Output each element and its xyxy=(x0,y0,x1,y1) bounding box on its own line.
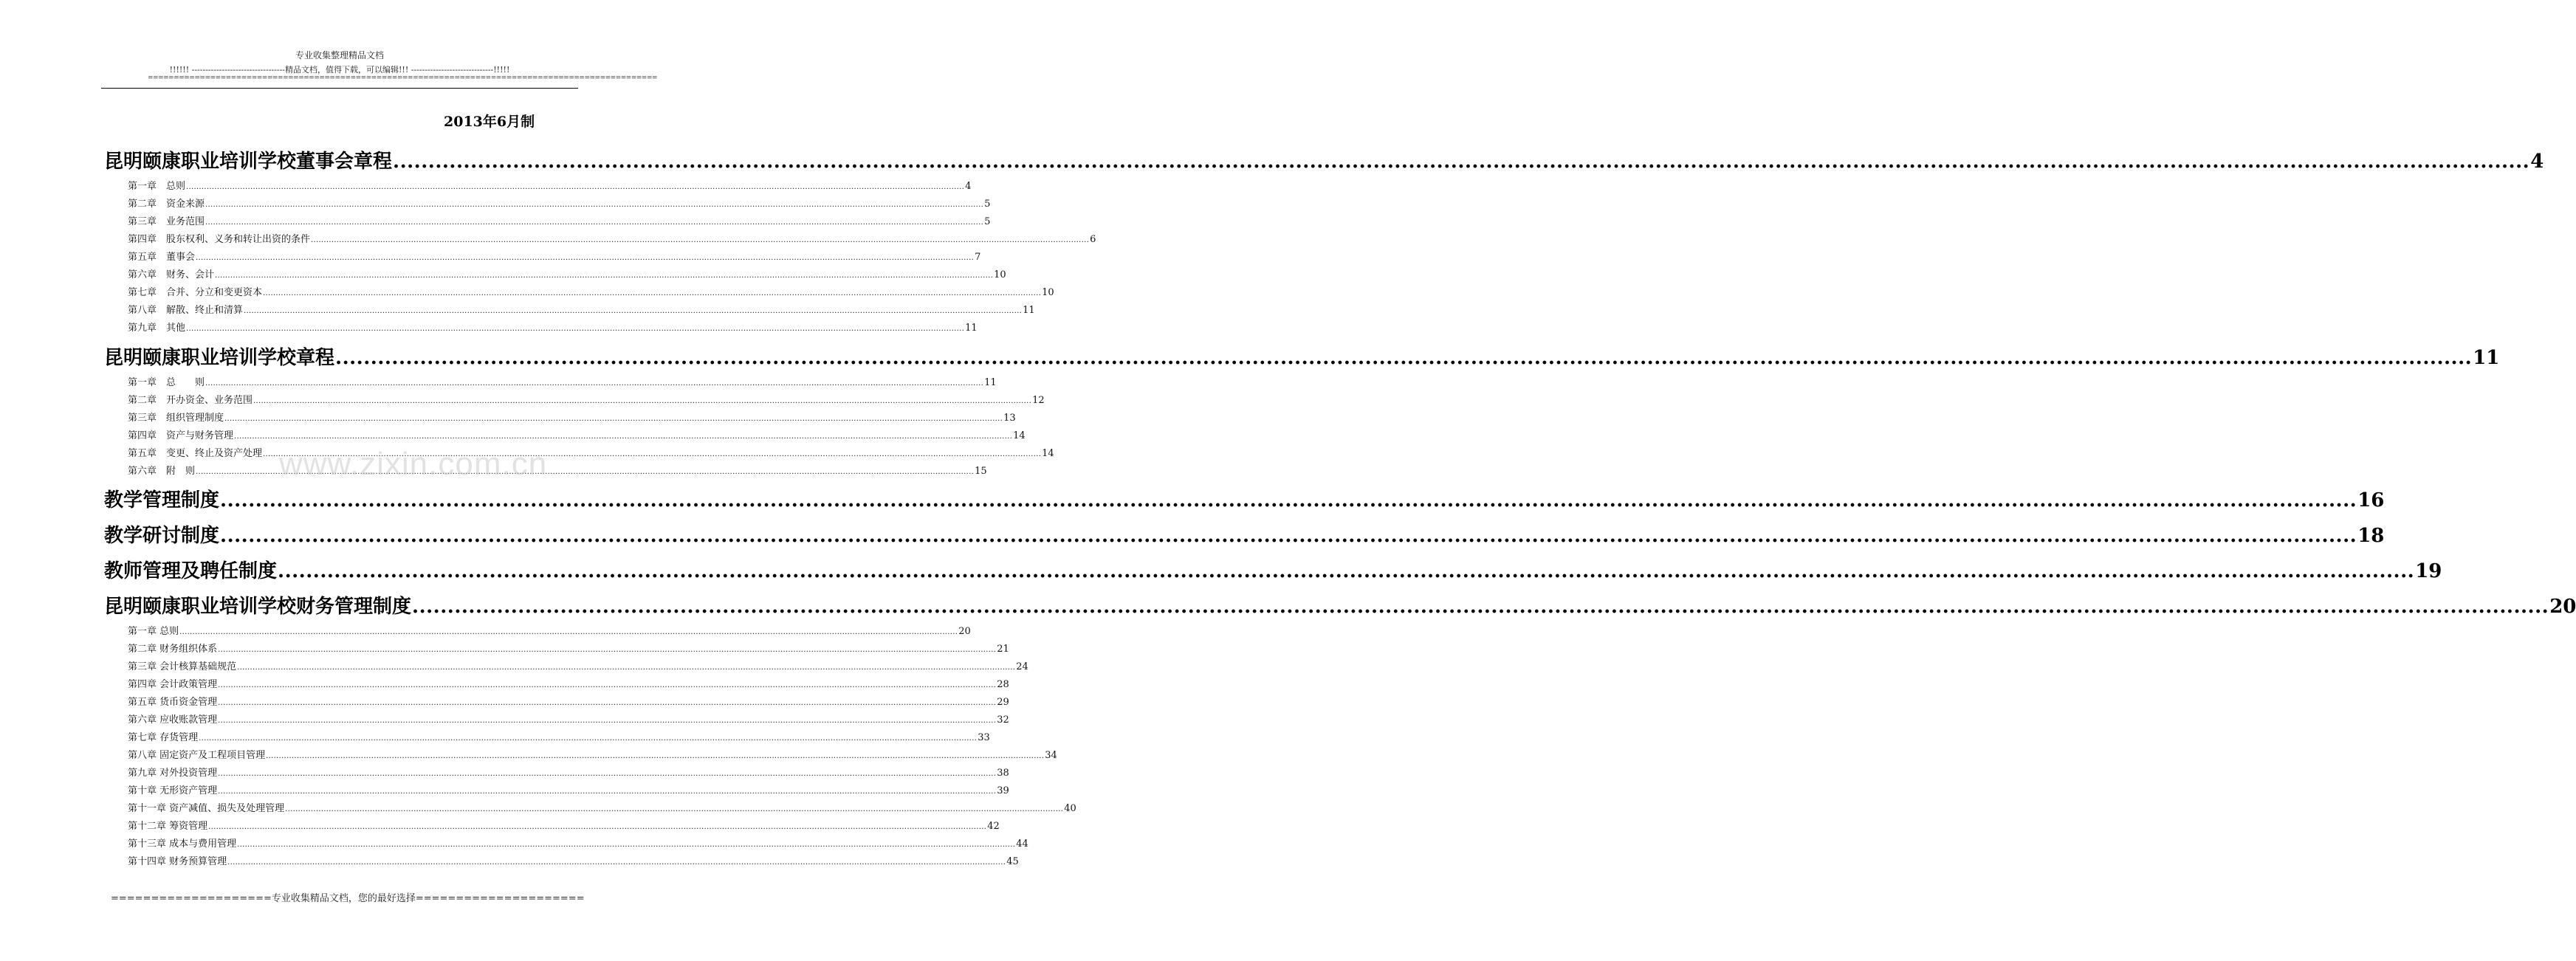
toc-entry-page: 45 xyxy=(1006,856,1019,867)
toc-leader-dots xyxy=(218,646,996,654)
toc-entry-page: 42 xyxy=(987,821,1000,832)
toc-leader-dots xyxy=(224,415,1003,423)
toc-entry-page: 11 xyxy=(2473,347,2500,369)
toc-entry-page: 5 xyxy=(984,216,991,227)
toc-entry-page: 38 xyxy=(997,768,1009,779)
toc-leader-dots xyxy=(218,681,996,689)
toc-entry-page: 13 xyxy=(1003,413,1016,424)
toc-entry-title: 教学管理制度 xyxy=(104,489,220,512)
toc-entry-title: 第一章 总 则 xyxy=(128,377,205,388)
toc-chapter-entry[interactable] xyxy=(128,658,1028,672)
toc-entry-title: 第六章 应收账款管理 xyxy=(128,714,218,726)
toc-entry-title: 第十一章 资产减值、损失及处理管理 xyxy=(128,803,285,814)
toc-entry-page: 14 xyxy=(1042,448,1054,459)
toc-chapter-entry[interactable] xyxy=(128,178,972,192)
header-title: 专业收集整理精品文档 xyxy=(295,50,384,61)
toc-entry-title: 第八章 解散、终止和清算 xyxy=(128,305,244,316)
toc-leader-dots xyxy=(208,823,986,831)
toc-section-entry[interactable] xyxy=(104,146,2544,173)
toc-chapter-entry[interactable] xyxy=(128,374,997,388)
toc-entry-page: 15 xyxy=(975,466,987,477)
toc-leader-dots xyxy=(412,596,2549,618)
toc-leader-dots xyxy=(278,560,2414,582)
toc-leader-dots xyxy=(266,752,1044,760)
toc-entry-page: 21 xyxy=(997,644,1009,655)
toc-leader-dots xyxy=(234,433,1012,441)
toc-section-entry[interactable] xyxy=(104,485,2385,512)
toc-chapter-entry[interactable] xyxy=(128,747,1057,761)
toc-entry-title: 第五章 货币资金管理 xyxy=(128,697,218,708)
toc-entry-title: 第三章 业务范围 xyxy=(128,216,205,227)
toc-entry-title: 昆明颐康职业培训学校董事会章程 xyxy=(104,151,393,173)
toc-entry-page: 7 xyxy=(975,252,981,263)
toc-chapter-entry[interactable] xyxy=(128,836,1028,850)
toc-leader-dots xyxy=(218,717,996,725)
toc-chapter-entry[interactable] xyxy=(128,712,1009,726)
toc-entry-page: 14 xyxy=(1013,430,1026,441)
toc-entry-page: 19 xyxy=(2415,560,2442,582)
toc-entry-page: 28 xyxy=(997,679,1009,690)
document-date: 2013年6月制 xyxy=(444,114,535,130)
toc-entry-title: 教师管理及聘任制度 xyxy=(104,560,278,582)
header-rule xyxy=(101,88,578,89)
toc-chapter-entry[interactable] xyxy=(128,231,1096,245)
toc-entry-title: 第一章 总则 xyxy=(128,626,179,637)
toc-leader-dots xyxy=(311,236,1089,244)
toc-leader-dots xyxy=(237,664,1015,672)
toc-entry-page: 40 xyxy=(1064,803,1076,814)
toc-entry-page: 44 xyxy=(1016,838,1028,850)
toc-entry-page: 12 xyxy=(1032,395,1045,406)
toc-chapter-entry[interactable] xyxy=(128,623,971,637)
toc-leader-dots xyxy=(186,183,964,191)
toc-leader-dots xyxy=(196,254,974,262)
toc-entry-title: 第十二章 筹资管理 xyxy=(128,821,208,832)
toc-section-entry[interactable] xyxy=(104,556,2442,583)
toc-entry-page: 4 xyxy=(965,181,972,192)
watermark: www.zixin.com.cn xyxy=(279,446,548,482)
toc-chapter-entry[interactable] xyxy=(128,266,1006,280)
toc-leader-dots xyxy=(205,201,983,209)
toc-leader-dots xyxy=(335,347,2472,369)
toc-entry-title: 第四章 资产与财务管理 xyxy=(128,430,234,441)
toc-entry-page: 5 xyxy=(984,199,991,210)
toc-chapter-entry[interactable] xyxy=(128,641,1009,655)
toc-entry-page: 10 xyxy=(1042,287,1054,298)
toc-leader-dots xyxy=(218,788,996,796)
toc-chapter-entry[interactable] xyxy=(128,284,1054,298)
toc-leader-dots xyxy=(218,699,996,707)
toc-entry-title: 第十章 无形资产管理 xyxy=(128,785,218,796)
toc-entry-title: 第四章 股东权利、义务和转让出资的条件 xyxy=(128,234,311,245)
toc-leader-dots xyxy=(393,151,2529,173)
toc-entry-title: 第七章 存货管理 xyxy=(128,732,199,743)
toc-entry-title: 第十四章 财务预算管理 xyxy=(128,856,227,867)
toc-leader-dots xyxy=(237,841,1015,849)
toc-entry-page: 18 xyxy=(2357,525,2385,547)
toc-leader-dots xyxy=(263,289,1041,297)
toc-section-entry[interactable] xyxy=(104,342,2500,370)
toc-entry-title: 第五章 变更、终止及资产处理 xyxy=(128,448,263,459)
toc-entry-title: 第一章 总则 xyxy=(128,181,186,192)
toc-entry-page: 39 xyxy=(997,785,1009,796)
toc-chapter-entry[interactable] xyxy=(128,782,1009,796)
toc-chapter-entry[interactable] xyxy=(128,249,981,263)
toc-entry-title: 第二章 财务组织体系 xyxy=(128,644,218,655)
header-separator: ================================================================================================== xyxy=(148,75,658,82)
toc-entry-page: 6 xyxy=(1090,234,1096,245)
toc-leader-dots xyxy=(220,489,2357,512)
toc-entry-page: 16 xyxy=(2357,489,2385,512)
header-notice: !!!!!! ----------------------------------精品文档，值得下载，可以编辑!!! ------------------------------!!!!! xyxy=(169,65,510,75)
toc-entry-page: 11 xyxy=(965,323,978,334)
toc-entry-page: 34 xyxy=(1045,750,1057,761)
toc-chapter-entry[interactable] xyxy=(128,302,1035,316)
toc-leader-dots xyxy=(215,272,993,280)
toc-leader-dots xyxy=(179,628,958,636)
toc-entry-title: 第八章 固定资产及工程项目管理 xyxy=(128,750,266,761)
toc-entry-title: 第三章 组织管理制度 xyxy=(128,413,224,424)
toc-entry-title: 第九章 其他 xyxy=(128,323,186,334)
toc-leader-dots xyxy=(220,525,2357,547)
toc-entry-title: 第七章 合并、分立和变更资本 xyxy=(128,287,263,298)
toc-entry-page: 32 xyxy=(997,714,1009,726)
toc-chapter-entry[interactable] xyxy=(128,427,1026,441)
toc-entry-title: 教学研讨制度 xyxy=(104,525,220,547)
toc-section-entry[interactable] xyxy=(104,520,2385,548)
toc-leader-dots xyxy=(218,770,996,778)
toc-chapter-entry[interactable] xyxy=(128,818,1000,832)
footer-banner: ====================专业收集精品文档，您的最好选择===================== xyxy=(111,893,585,904)
toc-chapter-entry[interactable] xyxy=(128,853,1019,867)
toc-entry-title: 昆明颐康职业培训学校章程 xyxy=(104,347,335,369)
toc-entry-page: 20 xyxy=(2549,596,2576,618)
toc-leader-dots xyxy=(244,307,1022,315)
toc-chapter-entry[interactable] xyxy=(128,676,1009,690)
toc-leader-dots xyxy=(227,858,1006,867)
toc-entry-title: 第六章 财务、会计 xyxy=(128,269,215,280)
toc-chapter-entry[interactable] xyxy=(128,410,1016,424)
toc-entry-title: 第二章 开办资金、业务范围 xyxy=(128,395,253,406)
toc-entry-page: 11 xyxy=(984,377,997,388)
toc-leader-dots xyxy=(285,805,1063,813)
toc-entry-page: 10 xyxy=(994,269,1006,280)
toc-leader-dots xyxy=(253,397,1031,405)
toc-entry-title: 第二章 资金来源 xyxy=(128,199,205,210)
toc-entry-title: 第三章 会计核算基础规范 xyxy=(128,661,237,672)
toc-chapter-entry[interactable] xyxy=(128,729,990,743)
toc-entry-title: 第四章 会计政策管理 xyxy=(128,679,218,690)
toc-entry-page: 11 xyxy=(1023,305,1035,316)
toc-leader-dots xyxy=(186,325,964,333)
toc-entry-page: 24 xyxy=(1016,661,1028,672)
toc-entry-title: 第五章 董事会 xyxy=(128,252,196,263)
toc-leader-dots xyxy=(199,734,977,743)
toc-entry-title: 第六章 附 则 xyxy=(128,466,196,477)
toc-chapter-entry[interactable] xyxy=(128,320,978,334)
toc-chapter-entry[interactable] xyxy=(128,392,1045,406)
toc-section-entry[interactable] xyxy=(104,591,2576,619)
toc-entry-page: 33 xyxy=(978,732,990,743)
toc-entry-title: 第九章 对外投资管理 xyxy=(128,768,218,779)
toc-chapter-entry[interactable] xyxy=(128,213,991,227)
toc-entry-title: 第十三章 成本与费用管理 xyxy=(128,838,237,850)
toc-chapter-entry[interactable] xyxy=(128,694,1009,708)
toc-entry-page: 29 xyxy=(997,697,1009,708)
toc-entry-title: 昆明颐康职业培训学校财务管理制度 xyxy=(104,596,412,618)
toc-entry-page: 20 xyxy=(958,626,971,637)
toc-chapter-entry[interactable] xyxy=(128,196,991,210)
toc-chapter-entry[interactable] xyxy=(128,765,1009,779)
toc-entry-page: 4 xyxy=(2530,151,2544,173)
toc-leader-dots xyxy=(205,218,983,227)
toc-leader-dots xyxy=(205,379,983,388)
toc-chapter-entry[interactable] xyxy=(128,800,1076,814)
